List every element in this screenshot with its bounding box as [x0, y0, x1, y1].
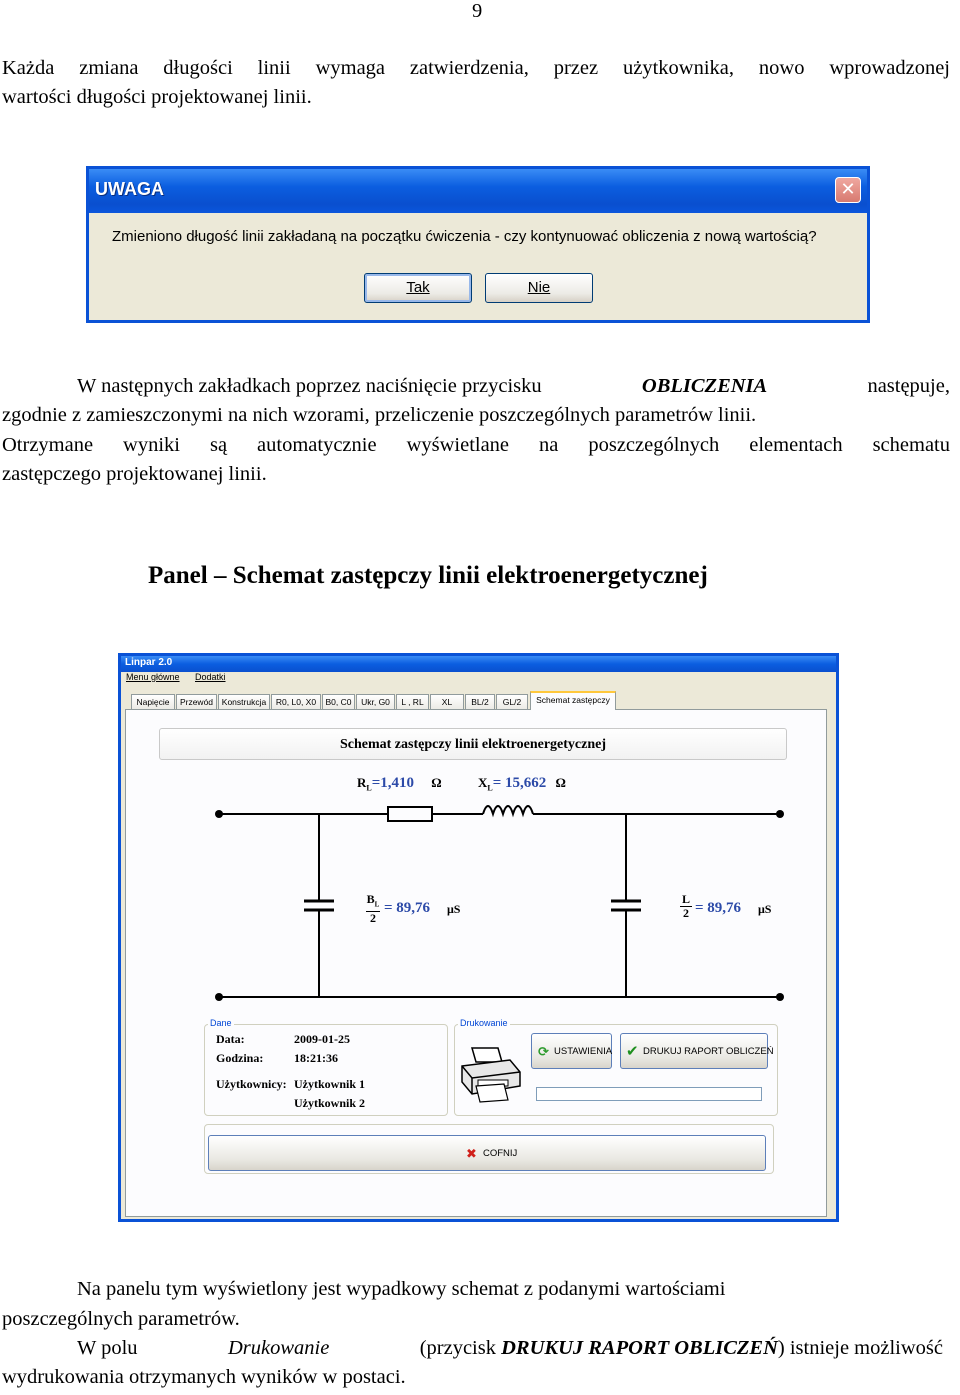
- inductor-xl: [483, 806, 533, 814]
- tab-b0-c0[interactable]: B0, C0: [322, 694, 355, 709]
- dane-group-label: Dane: [210, 1018, 232, 1028]
- xl-label: [478, 775, 566, 793]
- tab-xl[interactable]: XL: [430, 694, 464, 709]
- back-button[interactable]: [208, 1135, 766, 1171]
- app-titlebar: [121, 656, 836, 672]
- back-button-label: COFNIJ: [483, 1148, 518, 1159]
- xl-sub: L: [487, 783, 493, 793]
- printer-icon: [458, 1044, 524, 1104]
- drukowanie-group-label: Drukowanie: [460, 1018, 508, 1028]
- xl-unit: Ω: [555, 775, 566, 790]
- para3-line-4: wydrukowania otrzymanych wyników w postaci.: [2, 1366, 406, 1388]
- rl-unit: Ω: [431, 775, 442, 790]
- godzina-label: Godzina:: [216, 1051, 264, 1065]
- bl-left-sub: L: [374, 900, 380, 909]
- data-label: Data:: [216, 1032, 245, 1046]
- refresh-icon: ⟳: [538, 1044, 549, 1059]
- para3-line-2: poszczególnych parametrów.: [2, 1308, 240, 1330]
- print-report-button-label: DRUKUJ RAPORT OBLICZEŃ: [643, 1046, 774, 1057]
- intro-line-1: Każda zmiana długości linii wymaga zatwierdzenia, przez użytkownika, nowo wprowadzonej: [2, 57, 950, 79]
- no-button[interactable]: [485, 273, 593, 303]
- para2-line-3: Otrzymane wyniki są automatycznie wyświetlane na poszczególnych elementach schematu: [2, 434, 950, 456]
- para3-line-1: Na panelu tym wyświetlony jest wypadkowy schemat z podanymi wartościami: [77, 1278, 726, 1300]
- schema-title: Schemat zastępczy linii elektroenergetycznej: [339, 737, 607, 752]
- bl-left-num: B: [366, 892, 375, 906]
- rl-label: [357, 775, 442, 793]
- menu-main-label: Menu główne: [126, 672, 180, 682]
- menu-extras[interactable]: [195, 672, 226, 682]
- settings-button-label: USTAWIENIA: [554, 1046, 613, 1057]
- para2-line-1: [77, 372, 950, 402]
- tab-napiecie[interactable]: Napięcie: [131, 694, 175, 709]
- user-2: Użytkownik 2: [294, 1096, 366, 1110]
- tab-r0-l0-x0[interactable]: R0, L0, X0: [271, 694, 321, 709]
- user-1: Użytkownik 1: [294, 1077, 366, 1091]
- equivalent-circuit-diagram: [200, 770, 800, 1010]
- no-button-label: Nie: [527, 279, 551, 296]
- para3-text-e: ) istnieje możliwość: [777, 1337, 943, 1359]
- intro-line-2: wartości długości projektowanej linii.: [2, 86, 312, 108]
- warning-dialog: [86, 166, 870, 323]
- tab-l-rl[interactable]: L , RL: [396, 694, 429, 709]
- section-heading: Panel – Schemat zastępczy linii elektroenergetycznej: [148, 562, 708, 589]
- xl-symbol: X: [478, 775, 488, 790]
- menu-extras-label: Dodatki: [195, 672, 226, 682]
- bl-left-den: 2: [370, 911, 376, 926]
- dialog-titlebar: [89, 169, 867, 213]
- cross-icon: ✖: [466, 1146, 477, 1161]
- tab-ukr-g0[interactable]: Ukr, G0: [356, 694, 395, 709]
- users-label: Użytkownicy:: [216, 1077, 287, 1091]
- menu-main[interactable]: [126, 672, 180, 682]
- godzina-value: 18:21:36: [294, 1051, 338, 1065]
- tab-gl2[interactable]: GL/2: [496, 694, 528, 709]
- para3-drukuj-raport: DRUKUJ RAPORT OBLICZEŃ: [501, 1337, 778, 1359]
- bl-left-value: = 89,76: [384, 900, 431, 916]
- close-icon[interactable]: ✕: [835, 177, 861, 203]
- bl-right-den: 2: [683, 906, 689, 920]
- bl-right-unit: μS: [758, 902, 772, 916]
- tab-konstrukcja[interactable]: Konstrukcja: [218, 694, 270, 709]
- para2-line-2: zgodnie z zamieszczonymi na nich wzorami, przeliczenie poszczególnych parametrów linii.: [2, 404, 757, 426]
- tab-przewod[interactable]: Przewód: [176, 694, 217, 709]
- para2-text-a: W następnych zakładkach poprzez naciśnięcie przycisku: [77, 375, 542, 397]
- data-value: 2009-01-25: [294, 1032, 350, 1046]
- settings-button[interactable]: [531, 1033, 612, 1069]
- bl-right-value: = 89,76: [695, 900, 742, 916]
- para2-obliczenia: OBLICZENIA: [641, 375, 768, 397]
- yes-button-label: Tak: [406, 279, 430, 296]
- bl-left-fraction: [366, 893, 380, 925]
- tab-bl2[interactable]: BL/2: [465, 694, 495, 709]
- yes-button[interactable]: [364, 273, 472, 303]
- rl-symbol: R: [357, 775, 367, 790]
- resistor-rl: [388, 807, 432, 821]
- para2-line-4: zastępczego projektowanej linii.: [2, 463, 267, 485]
- tab-schemat-zastepczy[interactable]: Schemat zastępczy: [530, 691, 616, 710]
- rl-sub: L: [366, 783, 372, 793]
- rl-value: =1,410: [371, 775, 415, 791]
- para3-line-3: [77, 1334, 943, 1364]
- checkmark-icon: ✔: [626, 1043, 639, 1060]
- para3-text-c: (przycisk: [419, 1337, 496, 1359]
- print-progress-bar: [536, 1087, 762, 1101]
- print-report-button[interactable]: [620, 1033, 774, 1069]
- page-number: 9: [472, 0, 483, 22]
- dialog-message: Zmieniono długość linii zakładaną na początku ćwiczenia - czy kontynuować obliczenia z nową wartością?: [112, 228, 817, 245]
- para3-drukowanie: Drukowanie: [227, 1337, 330, 1359]
- bl-right-num: L: [681, 892, 690, 906]
- bl-right-fraction: [680, 893, 692, 920]
- bl-left-unit: μS: [447, 902, 461, 916]
- para3-text-a: W polu: [77, 1337, 138, 1359]
- app-title: Linpar 2.0: [125, 657, 173, 668]
- para2-text-c: następuje,: [867, 375, 950, 397]
- xl-value: = 15,662: [492, 775, 547, 791]
- dialog-title: UWAGA: [95, 179, 164, 199]
